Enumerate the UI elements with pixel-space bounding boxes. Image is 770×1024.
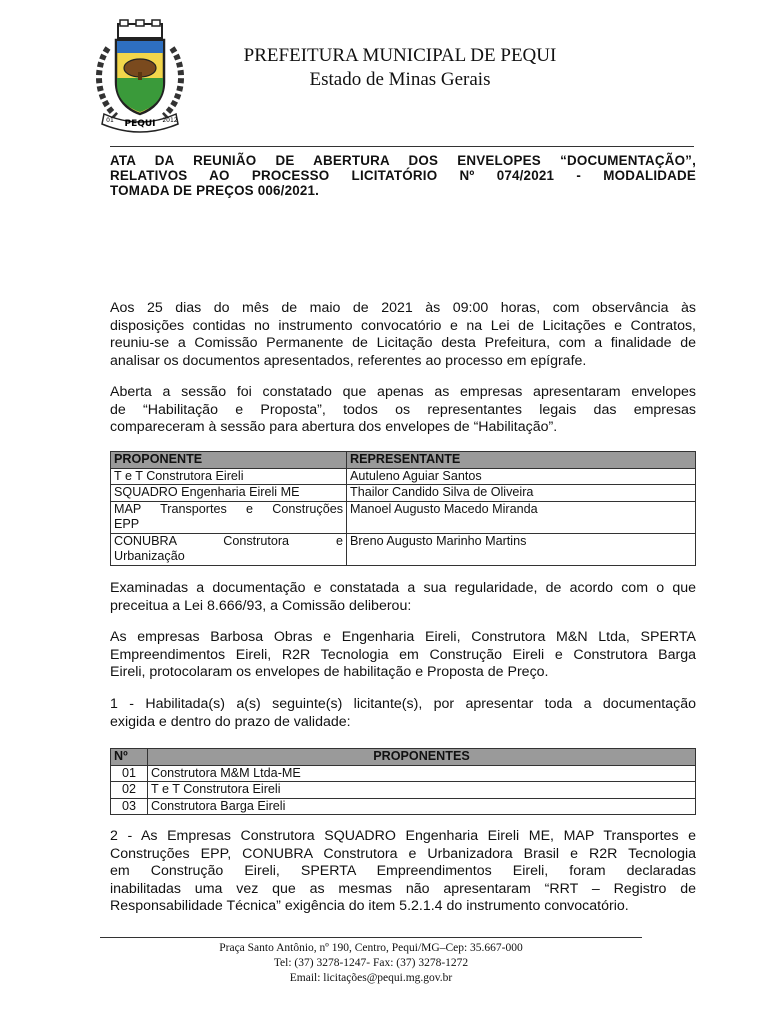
page-header bbox=[0, 0, 770, 140]
column-header: REPRESENTANTE bbox=[347, 452, 696, 469]
footer-address: Praça Santo Antônio, nº 190, Centro, Pequi/MG–Cep: 35.667-000 bbox=[219, 942, 523, 954]
paragraph-line: inabilitadas uma vez que as mesmas não apresentaram “RRT – Registro de bbox=[110, 880, 696, 897]
paragraph-line: analisar os documentos apresentados, referentes ao processo em epígrafe. bbox=[110, 352, 587, 369]
column-header: Nº bbox=[111, 749, 148, 766]
table-row bbox=[111, 485, 696, 502]
paragraph-line: 1 - Habilitada(s) a(s) seguinte(s) licitante(s), por apresentar toda a documentação bbox=[110, 696, 696, 712]
proponente-cell: Construtora Barga Eireli bbox=[148, 798, 696, 815]
proponente-line: Urbanização bbox=[114, 549, 185, 563]
paragraph-opening bbox=[110, 300, 696, 370]
representante-cell: Manoel Augusto Macedo Miranda bbox=[347, 501, 696, 533]
title-line: TOMADA DE PREÇOS 006/2021. bbox=[110, 183, 320, 198]
seal-year-right: 2012 bbox=[162, 117, 178, 124]
paragraph-line: preceitua a Lei 8.666/93, a Comissão deliberou: bbox=[110, 597, 412, 614]
paragraph-line: Eireli, protocolaram os envelopes de habilitação e Proposta de Preço. bbox=[110, 664, 549, 680]
paragraph-session bbox=[110, 384, 696, 437]
org-name: PREFEITURA MUNICIPAL DE PEQUI bbox=[243, 45, 557, 66]
header-divider bbox=[110, 146, 694, 147]
representante-cell: Autuleno Aguiar Santos bbox=[347, 468, 696, 485]
government-heading bbox=[200, 44, 600, 92]
number-cell: 01 bbox=[111, 765, 148, 782]
seal-year-left: 01 bbox=[106, 117, 114, 124]
table-row bbox=[111, 798, 696, 815]
paragraph-companies bbox=[110, 629, 696, 682]
table-header-row bbox=[111, 749, 696, 766]
footer-email: Email: licitações@pequi.mg.gov.br bbox=[289, 972, 453, 984]
column-header: PROPONENTE bbox=[111, 452, 347, 469]
proponente-cell: T e T Construtora Eireli bbox=[111, 468, 347, 485]
proponente-line: EPP bbox=[114, 517, 140, 531]
table-row bbox=[111, 468, 696, 485]
paragraph-line: disposições contidas no instrumento convocatório e na Lei de Licitações e Contratos, bbox=[110, 317, 696, 334]
paragraph-line: Aos 25 dias do mês de maio de 2021 às 09:00 horas, com observância às bbox=[110, 300, 696, 316]
paragraph-line: de “Habilitação e Proposta”, todos os representantes legais das empresas bbox=[110, 401, 696, 418]
paragraph-line: reuniu-se a Comissão Permanente de Licitação desta Prefeitura, com a finalidade de bbox=[110, 335, 696, 351]
paragraph-line: Aberta a sessão foi constatado que apenas as empresas apresentaram envelopes bbox=[110, 384, 696, 400]
representante-cell: Thailor Candido Silva de Oliveira bbox=[347, 485, 696, 502]
municipal-coat-of-arms-icon bbox=[90, 18, 190, 136]
number-cell: 02 bbox=[111, 782, 148, 799]
table-row bbox=[111, 765, 696, 782]
state-name: Estado de Minas Gerais bbox=[309, 69, 491, 90]
proponente-cell bbox=[111, 501, 347, 533]
representatives-table bbox=[110, 451, 696, 566]
paragraph-line: compareceram à sessão para abertura dos envelopes de “Habilitação”. bbox=[110, 419, 558, 435]
paragraph-line: Examinadas a documentação e constatada a sua regularidade, de acordo com o que bbox=[110, 580, 696, 596]
paragraph-inabilitadas bbox=[110, 828, 696, 916]
paragraph-examination bbox=[110, 580, 696, 615]
table-row bbox=[111, 533, 696, 565]
representante-cell: Breno Augusto Marinho Martins bbox=[347, 533, 696, 565]
proponente-cell: SQUADRO Engenharia Eireli ME bbox=[111, 485, 347, 502]
paragraph-line: As empresas Barbosa Obras e Engenharia Eireli, Construtora M&N Ltda, SPERTA bbox=[110, 629, 696, 645]
seal-ribbon-text: PEQUI bbox=[124, 119, 156, 129]
title-line: ATA DA REUNIÃO DE ABERTURA DOS ENVELOPES “DOCUMENTAÇÃO”, bbox=[110, 153, 696, 168]
habilitadas-table bbox=[110, 748, 696, 815]
document-title bbox=[110, 153, 696, 198]
column-header: PROPONENTES bbox=[148, 749, 696, 766]
page-footer bbox=[100, 941, 642, 986]
paragraph-line: Construções EPP, CONUBRA Construtora e Urbanizadora Brasil e R2R Tecnologia bbox=[110, 845, 696, 862]
table-row bbox=[111, 501, 696, 533]
proponente-line: MAP Transportes e Construções bbox=[114, 501, 343, 516]
paragraph-line: exigida e dentro do prazo de validade: bbox=[110, 713, 351, 730]
proponente-line: CONUBRA Construtora e bbox=[114, 533, 343, 548]
paragraph-line: em Construção Eireli, SPERTA Empreendimentos Eireli, foram declaradas bbox=[110, 863, 696, 879]
paragraph-habilitadas bbox=[110, 696, 696, 731]
title-line: RELATIVOS AO PROCESSO LICITATÓRIO Nº 074/2021 - MODALIDADE bbox=[110, 168, 696, 183]
table-header-row bbox=[111, 452, 696, 469]
proponente-cell: T e T Construtora Eireli bbox=[148, 782, 696, 799]
footer-phone: Tel: (37) 3278-1247- Fax: (37) 3278-1272 bbox=[273, 957, 469, 969]
footer-divider bbox=[100, 937, 642, 938]
number-cell: 03 bbox=[111, 798, 148, 815]
paragraph-line: Empreendimentos Eireli, R2R Tecnologia em Construção Eireli e Construtora Barga bbox=[110, 646, 696, 663]
paragraph-line: 2 - As Empresas Construtora SQUADRO Engenharia Eireli ME, MAP Transportes e bbox=[110, 828, 696, 844]
proponente-cell: Construtora M&M Ltda-ME bbox=[148, 765, 696, 782]
paragraph-line: Responsabilidade Técnica” exigência do item 5.2.1.4 do instrumento convocatório. bbox=[110, 898, 629, 914]
proponente-cell bbox=[111, 533, 347, 565]
table-row bbox=[111, 782, 696, 799]
